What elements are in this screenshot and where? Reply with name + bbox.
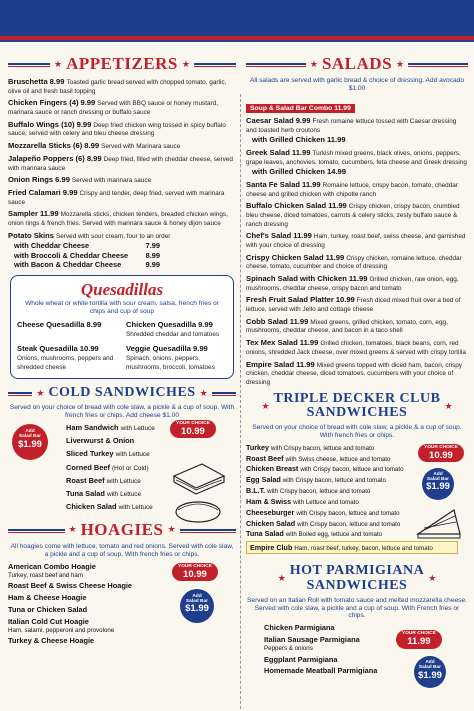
- parm-list: [246, 623, 468, 681]
- parm-note: Served on an Italian Roll with tomato sauce and melted mozzarella cheese. Served with cole slaw, a pickle and a cup of soup. With French fries or chips.: [247, 596, 467, 620]
- list-item: Chicken Salad with Lettuce: [66, 502, 153, 512]
- menu-page: [0, 42, 474, 711]
- column-divider: [240, 94, 241, 711]
- menu-item: Santa Fe Salad 11.99 Romaine lettuce, crispy bacon, tomato, cheddar cheese and grilled chicken with chipotle ranch: [246, 179, 458, 198]
- list-item: Italian Sausage Parmigiana Peppers & onions: [264, 635, 360, 653]
- menu-item: Fresh Fruit Salad Platter 10.99 Fresh diced mixed fruit over a bed of lettuce, served with Jello and cottage cheese: [246, 295, 461, 314]
- club-header: [246, 392, 468, 421]
- menu-item: Mozzarella Sticks (6) 8.99 Served with Marinara sauce: [8, 141, 181, 151]
- cold-list: [8, 421, 236, 512]
- list-item: Egg Salad with Crispy bacon, lettuce and tomato: [246, 475, 386, 485]
- menu-item: Cobb Salad 11.99 Mixed greens, grilled chicken, tomato, corn, egg, mushrooms, cheddar cheese, and bacon in a taco shell: [246, 316, 448, 335]
- quesadillas-box: [10, 275, 234, 379]
- list-item: Chicken Salad with Crispy bacon, lettuce and tomato: [246, 518, 401, 528]
- appetizers-header: [8, 54, 236, 74]
- list-item: Cheeseburger with Crispy bacon, lettuce and tomato: [246, 507, 400, 517]
- your-choice-badge: YOUR CHOICE 10.99: [170, 420, 216, 438]
- your-choice-badge: YOUR CHOICE 11.99: [396, 630, 442, 648]
- menu-item: Potato Skins Served with sour cream, four to an order: [8, 230, 171, 240]
- salads-note: All salads are served with garlic bread & choice of dressing. Add avocado $1.00: [249, 77, 465, 92]
- hoagies-note: All hoagies come with lettuce, tomato and red onions. Served with cole slaw, a pickle and a cup of soup. With french fries or chips.: [10, 542, 234, 558]
- menu-item: Caesar Salad 9.99 Fresh romaine lettuce tossed with Caesar dressing and toasted herb croutons: [246, 115, 457, 134]
- menu-item: Chef's Salad 11.99 Ham, turkey, roast beef, swiss cheese, and garnished with your choice of dressing: [246, 231, 466, 249]
- menu-item: with Grilled Chicken 14.99: [252, 167, 347, 177]
- star-icon: ★: [68, 524, 77, 535]
- list-item: Chicken Breast with Crispy bacon, lettuce and tomato: [246, 464, 404, 474]
- menu-item: Sampler 11.99 Mozzarella sticks, chicken tenders, breaded chicken wings, onion rings & french fries. Served with marinara sauce & honey dijon sauce: [8, 209, 228, 227]
- star-icon: ★: [36, 387, 45, 398]
- skins-option: with Cheddar Cheese 7.99: [14, 241, 160, 251]
- star-icon: ★: [428, 573, 437, 584]
- menu-item: Bruschetta 8.99 Toasted garlic bread served with chopped tomato, garlic, olive oil and fresh basil topping: [8, 77, 227, 95]
- menu-item: Empire Salad 11.99 Mixed greens topped with diced ham, bacon, crispy chicken, cheddar cheese, diced tomatoes, cucumbers with your choice of dressing: [246, 359, 463, 386]
- club-sandwich-illustration-icon: [414, 504, 464, 544]
- quesadillas-list: [17, 320, 227, 374]
- menu-item: Buffalo Wings (10) 9.99 Deep fried chicken wing tossed in spicy buffalo sauce, served with celery and bleu cheese dressing: [8, 119, 226, 138]
- list-item: Corned Beef (Hot or Cold): [66, 462, 149, 472]
- parm-header: [246, 564, 468, 593]
- list-item: Ham Sandwich with Lettuce: [66, 423, 155, 433]
- soup-salad-combo-banner: Soup & Salad Bar Combo 11.99: [246, 104, 355, 113]
- list-item: Turkey & Cheese Hoagie: [8, 636, 95, 645]
- list-item: Sliced Turkey with Lettuce: [66, 449, 150, 459]
- left-column: [8, 54, 236, 649]
- hoagies-title: HOAGIES: [80, 519, 164, 539]
- menu-item: Cheese Quesadilla 8.99: [17, 319, 102, 329]
- star-icon: ★: [444, 400, 453, 411]
- star-icon: ★: [396, 58, 405, 69]
- star-icon: ★: [261, 400, 270, 411]
- star-icon: ★: [167, 524, 176, 535]
- parm-title: HOT PARMIGIANA SANDWICHES: [289, 563, 425, 593]
- menu-item: Chicken Fingers (4) 9.99 Served with BBQ sauce or honey mustard, marinara sauce or ranch dressing or buffalo sauce: [8, 98, 219, 117]
- list-item: Italian Cold Cut Hoagie Ham, salami, pepperoni and provolone: [8, 616, 115, 634]
- list-item: Chicken Parmigiana: [264, 623, 335, 633]
- appetizers-title: APPETIZERS: [66, 54, 178, 73]
- club-title: TRIPLE DECKER CLUB SANDWICHES: [273, 390, 441, 421]
- list-item: Tuna or Chicken Salad: [8, 604, 88, 614]
- menu-item: Veggie Quesadilla 9.99 Spinach, onions, peppers, mushrooms, broccoli, tomatoes: [126, 344, 215, 371]
- menu-item: Buffalo Chicken Salad 11.99 Crispy chicken, crispy bacon, crumbled bleu cheese, diced tomatoes, carrots & celery sticks, zesty buffalo sauce & ranch dressing: [246, 201, 460, 228]
- add-salad-bar-badge: Add Salad Bar $1.99: [414, 656, 446, 688]
- list-item: Roast Beef & Swiss Cheese Hoagie: [8, 581, 133, 591]
- menu-item: with Grilled Chicken 11.99: [252, 135, 346, 145]
- top-banner: [0, 0, 474, 42]
- list-item: Tuna Salad with Lettuce: [66, 488, 142, 498]
- salads-header: [246, 54, 468, 74]
- salads-title: SALADS: [321, 54, 393, 73]
- cold-note: Served on your choice of bread with cole slaw, a pickle & a cup of soup. With french fries or chips. Add cheese $1.00: [9, 404, 235, 420]
- list-item: Roast Beef with Swiss cheese, lettuce and tomato: [246, 453, 391, 463]
- quesadillas-title: Quesadillas: [80, 280, 164, 300]
- menu-item: Onion Rings 6.99 Served with marinara sauce: [8, 175, 152, 185]
- menu-item: Steak Quesadilla 10.99 Onions, mushrooms, peppers and shredded cheese: [17, 344, 114, 371]
- cold-header: [8, 385, 236, 401]
- list-item: American Combo Hoagie Turkey, roast beef and ham: [8, 561, 96, 579]
- right-column: [246, 54, 468, 679]
- list-item: Liverwurst & Onion: [66, 436, 135, 446]
- list-item: Roast Beef with Lettuce: [66, 475, 141, 485]
- list-item: Tuna Salad with Boiled egg, lettuce and tomato: [246, 529, 383, 539]
- menu-item: Fried Calamari 9.99 Crispy and tender, deep fried, served with marinara sauce: [8, 187, 225, 206]
- top-red-stripe: [0, 36, 474, 40]
- star-icon: ★: [309, 58, 318, 69]
- star-icon: ★: [199, 387, 208, 398]
- menu-item: Greek Salad 11.99 Turkish mixed greens, black olives, onions, peppers, grape leaves, anchovies, tomato, cucumbers, feta cheese and Greek dressing: [246, 147, 467, 166]
- skins-option: with Broccoli & Cheddar Cheese 8.99: [14, 250, 160, 260]
- hoagies-list: [8, 563, 236, 646]
- star-icon: ★: [54, 58, 63, 69]
- club-list: [246, 444, 468, 539]
- star-icon: ★: [181, 58, 190, 69]
- salads-list: [246, 116, 468, 387]
- your-choice-badge: YOUR CHOICE 10.99: [418, 444, 464, 462]
- empire-club-highlight: Empire Club Ham, roast beef, turkey, bacon, lettuce and tomato: [246, 541, 458, 554]
- list-item: Eggplant Parmigiana: [264, 654, 338, 664]
- menu-item: Jalapeño Poppers (6) 8.99 Deep fried, filled with cheddar cheese, served with marinara sauce: [8, 153, 233, 172]
- list-item: Ham & Cheese Hoagie: [8, 592, 87, 602]
- club-note: Served on your choice of bread with cole slaw, a pickle & a cup of soup. With french fries or chips.: [252, 423, 462, 439]
- add-salad-bar-badge: Add Salad Bar $1.99: [12, 424, 48, 460]
- list-item: Homemade Meatball Parmigiana: [264, 666, 378, 676]
- list-item: Turkey with Crispy bacon, lettuce and tomato: [246, 442, 375, 452]
- quesadillas-note: Whole wheat or white tortilla with sour cream, salsa, french fries or chips and cup of soup: [25, 300, 219, 315]
- menu-item: Chicken Quesadilla 9.99 Shredded cheddar and tomatoes: [126, 319, 220, 338]
- sandwich-illustration-icon: [168, 458, 230, 528]
- star-icon: ★: [277, 573, 286, 584]
- your-choice-badge: YOUR CHOICE 10.99: [172, 563, 218, 581]
- cold-title: COLD SANDWICHES: [48, 385, 196, 401]
- list-item: Ham & Swiss with Lettuce and tomato: [246, 496, 359, 506]
- skins-option: with Bacon & Cheddar Cheese 9.99: [14, 259, 160, 269]
- appetizers-list: [8, 77, 236, 269]
- menu-item: Crispy Chicken Salad 11.99 Crispy chicken, romaine lettuce, cheddar cheese, tomato, cucumber and choice of dressing: [246, 252, 462, 271]
- add-salad-bar-badge: Add Salad Bar $1.99: [180, 589, 214, 623]
- menu-item: Spinach Salad with Chicken 11.99 Grilled chicken, raw onion, egg, mushrooms, cheddar cheese, crispy bacon and tomato: [246, 274, 459, 292]
- list-item: B.L.T. with Crispy bacon, lettuce and tomato: [246, 486, 371, 496]
- add-salad-bar-badge: Add Salad Bar $1.99: [422, 468, 454, 500]
- menu-item: Tex Mex Salad 11.99 Grilled chicken, tomatoes, black beans, corn, red onions, shredded Jack cheese, over mixed greens & served with crispy tortilla: [246, 338, 466, 356]
